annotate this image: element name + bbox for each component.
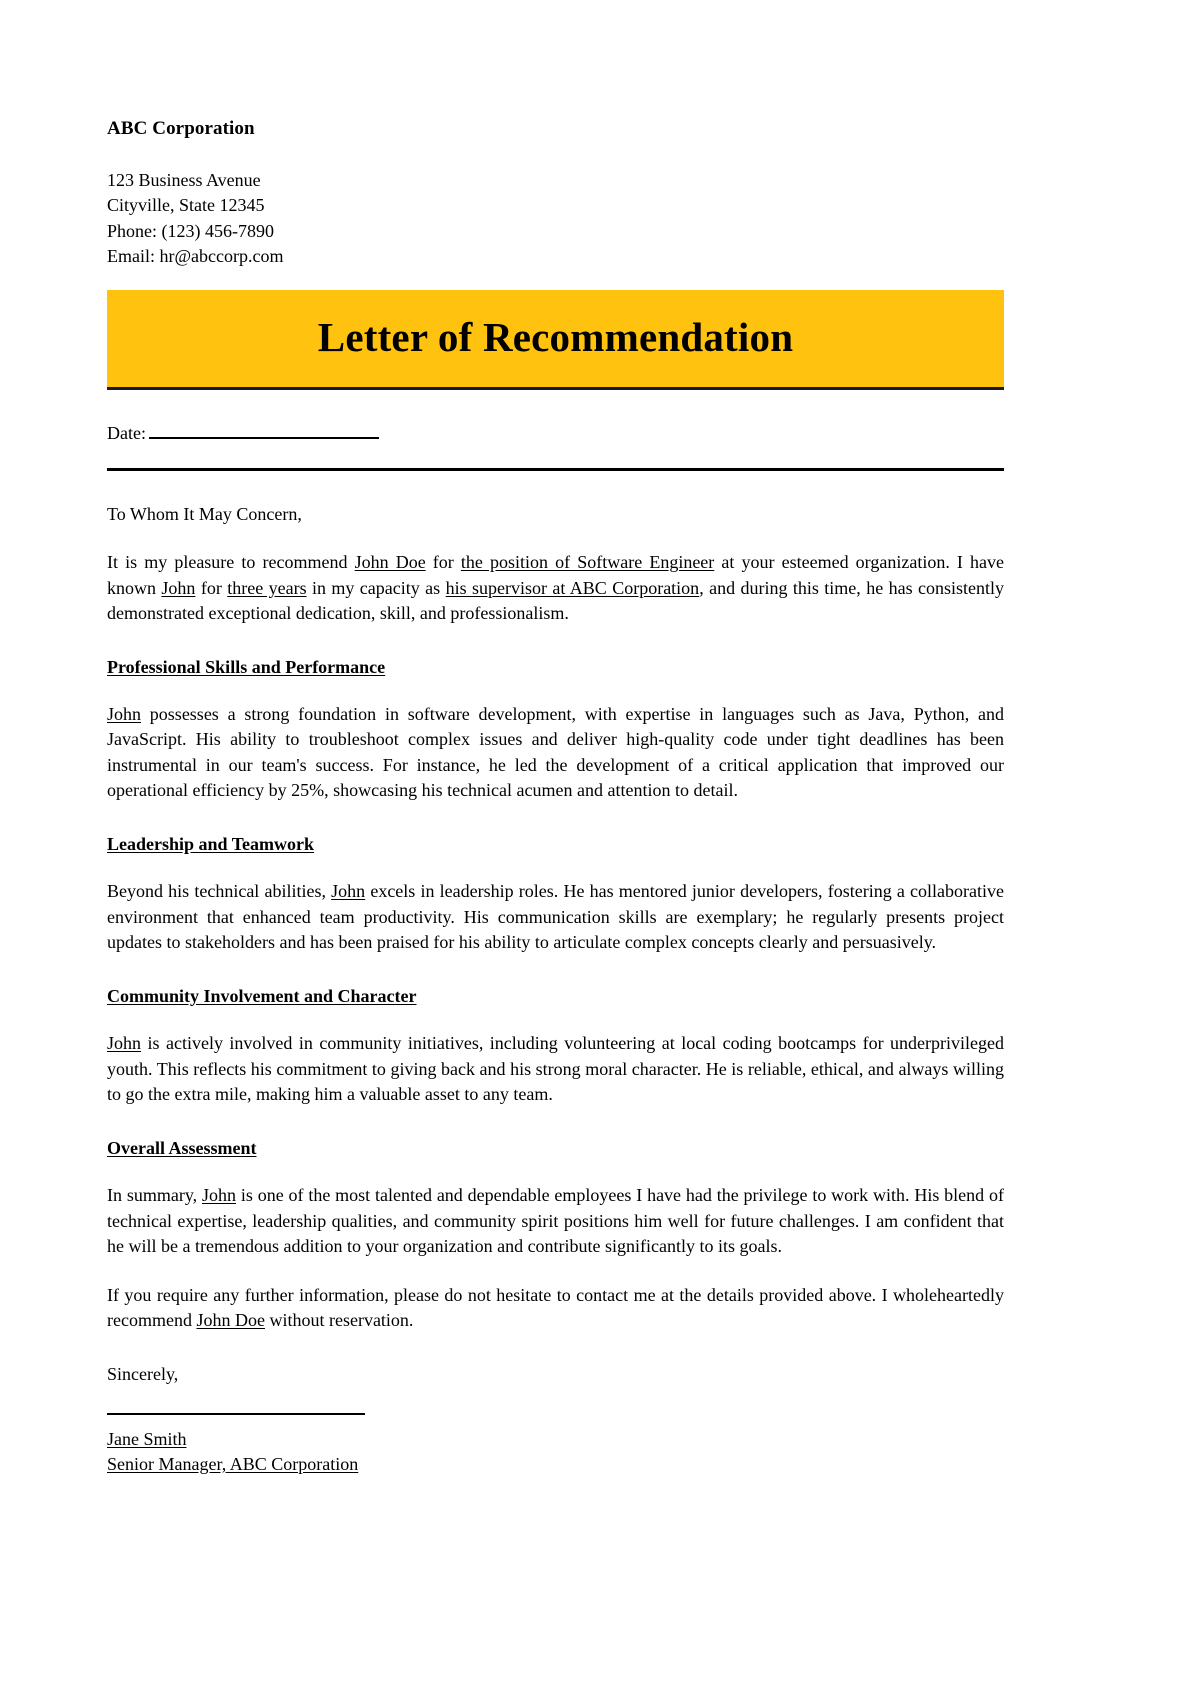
section-text-overall-assessment: is one of the most talented and dependable employees I have had the privilege to work with. His blend of technical expertise, leadership qualities, and community spirit positions him well for future challenges. I am confident that he will be a tremendous addition to your organization and contribute significantly to its goals.: [107, 1185, 1004, 1257]
section-paragraph-community: [107, 1031, 1004, 1108]
address-line-phone: Phone: (123) 456-7890: [107, 220, 274, 241]
section-heading-overall-assessment: Overall Assessment: [107, 1137, 257, 1158]
section-pretext-leadership: Beyond his technical abilities,: [107, 881, 332, 902]
closing-text-2: without reservation.: [264, 1310, 414, 1331]
section-pretext-overall: In summary,: [107, 1185, 202, 1206]
field-candidate-firstname: John: [331, 881, 366, 902]
intro-text-5: in my capacity as: [306, 577, 446, 598]
field-candidate-name: John Doe: [196, 1310, 265, 1331]
address-line-city: Cityville, State 12345: [107, 195, 265, 216]
date-label: Date:: [107, 422, 146, 443]
field-position: the position of Software Engineer: [460, 552, 715, 573]
signer-name: Jane Smith: [107, 1428, 187, 1449]
section-text-leadership: excels in leadership roles. He has mentored junior developers, fostering a collaborative environment that enhanced team productivity. His communication skills are exemplary; he regularly presents project updates to stakeholders and has been praised for his ability to articulate complex concepts clearly and persuasively.: [107, 881, 1004, 953]
section-heading-professional-skills: Professional Skills and Performance: [107, 656, 386, 677]
date-input-blank[interactable]: [149, 424, 379, 439]
field-relationship: his supervisor at ABC Corporation: [445, 577, 700, 598]
intro-paragraph: [107, 550, 1004, 627]
closing-paragraph: [107, 1283, 1004, 1334]
section-heading-leadership: Leadership and Teamwork: [107, 833, 315, 854]
field-candidate-firstname: John: [202, 1185, 237, 1206]
intro-text-6: , and during this time, he has consistently demonstrated exceptional dedication, skill, and professionalism.: [107, 577, 1004, 624]
section-paragraph-professional-skills: [107, 702, 1004, 804]
page-title: Letter of Recommendation: [317, 313, 794, 360]
section-text-professional-skills: possesses a strong foundation in software development, with expertise in languages such as Java, Python, and JavaScript. His ability to troubleshoot complex issues and deliver high-quality code under tight deadlines has been instrumental in our team's success. For instance, he led the development of a critical application that improved our operational efficiency by 25%, showcasing his technical acumen and attention to detail.: [107, 703, 1004, 801]
field-candidate-firstname: John: [107, 1033, 142, 1054]
field-candidate-name: John Doe: [354, 552, 426, 573]
field-candidate-firstname: John: [161, 577, 196, 598]
intro-text-1: It is my pleasure to recommend: [107, 552, 355, 573]
letterhead: [107, 118, 1004, 270]
address-line-email: Email: hr@abccorp.com: [107, 246, 284, 267]
section-paragraph-overall-assessment: [107, 1183, 1004, 1260]
header-divider: [107, 468, 1004, 471]
closing-salutation: Sincerely,: [107, 1363, 179, 1384]
intro-text-4: for: [195, 577, 228, 598]
company-address-block: [107, 168, 1004, 270]
letter-content: [107, 118, 1004, 1477]
address-line-street: 123 Business Avenue: [107, 169, 261, 190]
signer-title: Senior Manager, ABC Corporation: [107, 1453, 359, 1474]
company-name: ABC Corporation: [107, 118, 255, 139]
section-heading-community: Community Involvement and Character: [107, 985, 417, 1006]
salutation: To Whom It May Concern,: [107, 503, 302, 524]
date-row: [107, 423, 1004, 444]
intro-text-2: for: [425, 552, 461, 573]
signature-line[interactable]: [107, 1412, 365, 1415]
field-duration: three years: [227, 577, 307, 598]
title-banner: [107, 290, 1004, 390]
field-candidate-firstname: John: [107, 703, 142, 724]
section-paragraph-leadership: [107, 879, 1004, 956]
closing-text-1: If you require any further information, please do not hesitate to contact me at the details provided above. I wholeheartedly recommend: [107, 1284, 1004, 1331]
section-text-community: is actively involved in community initiatives, including volunteering at local coding bootcamps for underprivileged youth. This reflects his commitment to giving back and his strong moral character. He is reliable, ethical, and always willing to go the extra mile, making him a valuable asset to any team.: [107, 1033, 1004, 1105]
intro-text-3: at your esteemed organization. I have known: [107, 552, 1005, 598]
